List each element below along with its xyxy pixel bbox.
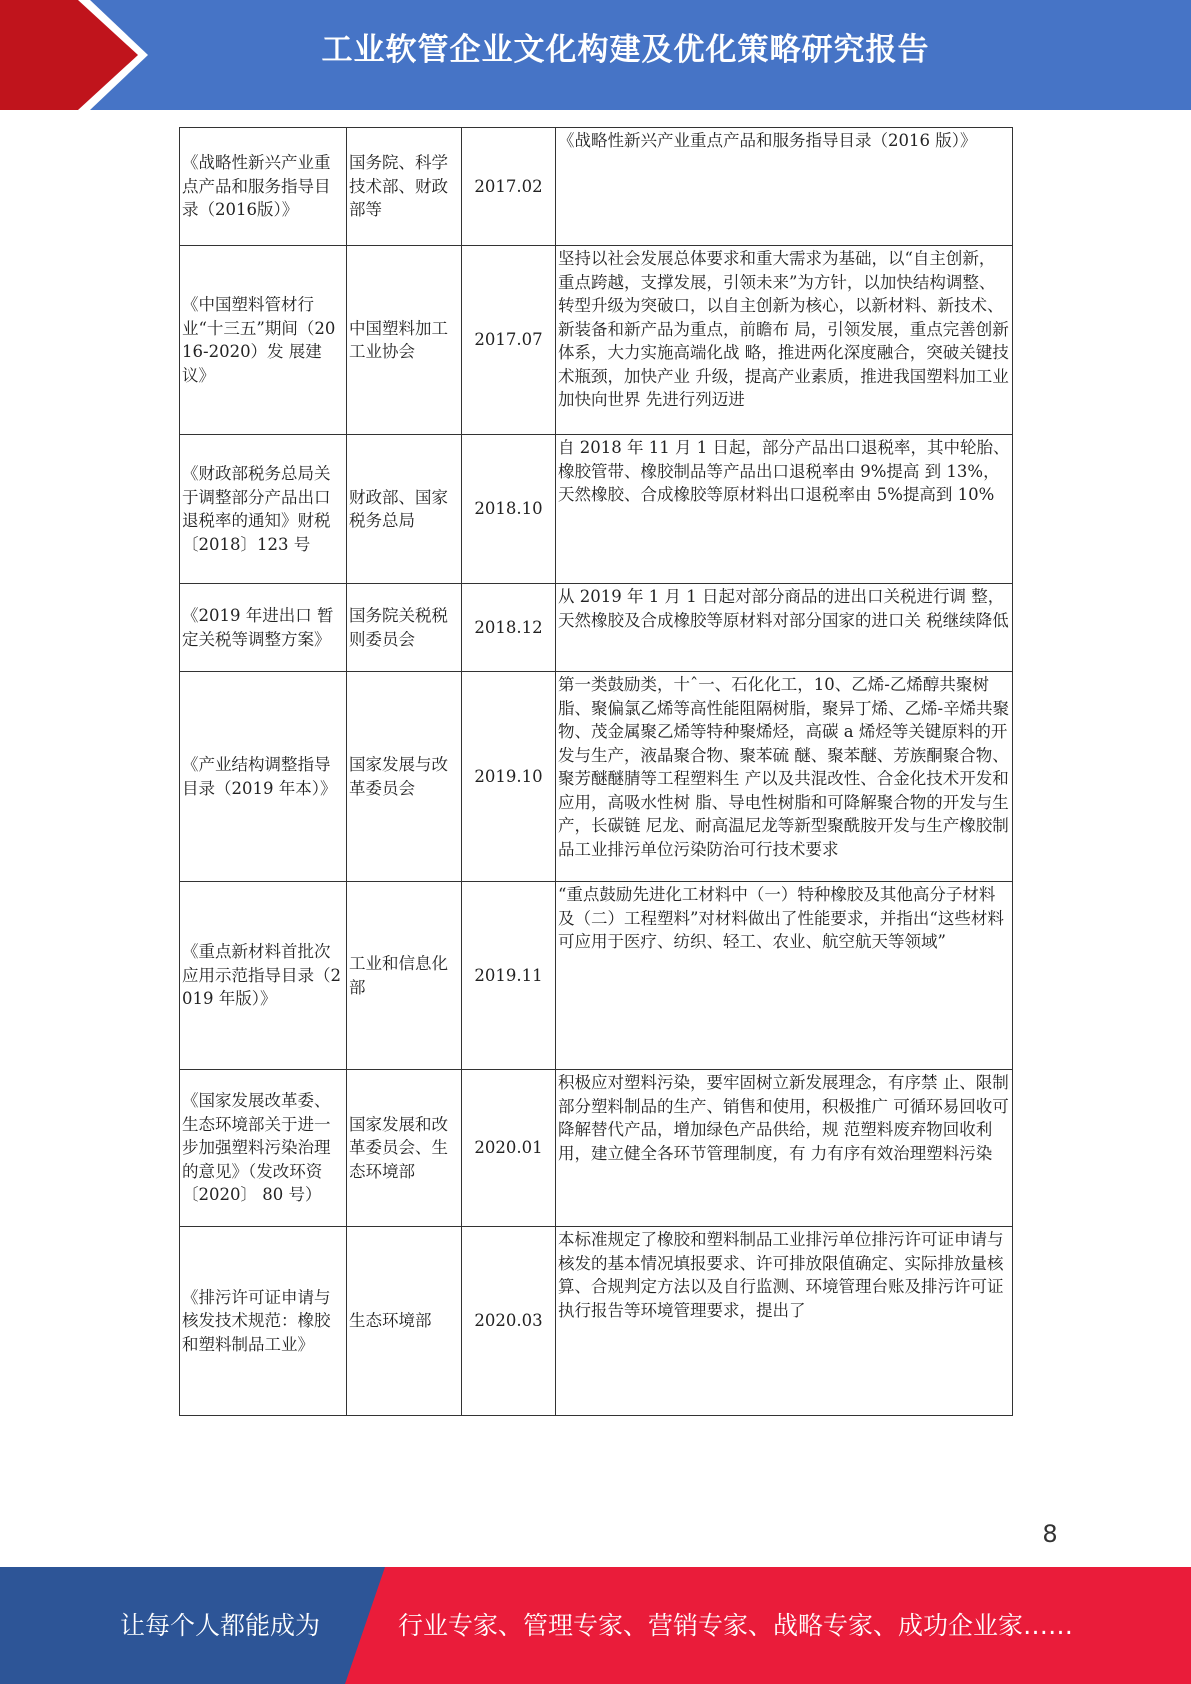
content-cell: 从 2019 年 1 月 1 日起对部分商品的进出口关税进行调 整，天然橡胶及合成橡胶等原材料对部分国家的进口关 税继续降低 [556,584,1013,672]
issuer-cell: 国务院关税税则委员会 [347,584,462,672]
issuer-cell: 国家发展和改革委员会、生态环境部 [347,1070,462,1227]
policy-name-cell: 《中国塑料管材行业“十三五”期间（2016-2020）发 展建议》 [180,246,347,435]
policy-name-cell: 《产业结构调整指导目录（2019 年本）》 [180,672,347,882]
page-footer [0,1567,1191,1684]
date-cell: 2018.10 [462,435,556,584]
date-cell: 2017.07 [462,246,556,435]
content-cell: 自 2018 年 11 月 1 日起，部分产品出口退税率，其中轮胎、橡胶管带、橡胶制品等产品出口退税率由 9%提高 到 13%，天然橡胶、合成橡胶等原材料出口退税率由 5%提高到 10% [556,435,1013,584]
page-number: 8 [1042,1520,1058,1548]
table-row [180,435,1013,584]
issuer-cell: 国家发展与改革委员会 [347,672,462,882]
footer-slogan-left: 让每个人都能成为 [120,1611,321,1640]
issuer-cell: 国务院、科学技术部、财政部等 [347,128,462,246]
content-cell: “重点鼓励先进化工材料中（一）特种橡胶及其他高分子材料及（二）工程塑料”对材料做出了性能要求，并指出“这些材料可应用于医疗、纺织、轻工、农业、航空航天等领域” [556,882,1013,1070]
table-row [180,584,1013,672]
date-cell: 2017.02 [462,128,556,246]
issuer-cell: 财政部、国家税务总局 [347,435,462,584]
content-cell: 坚持以社会发展总体要求和重大需求为基础，以“自主创新，重点跨越，支撑发展，引领未来”为方针，以加快结构调整、转型升级为突破口，以自主创新为核心，以新材料、新技术、新装备和新产品为重点，前瞻布 局，引领发展，重点完善创新体系，大力实施高端化战 略，推进两化深度融合，突破关键技术瓶颈，加快产业 升级，提高产业素质，推进我国塑料加工业加快向世界 先进行列迈进 [556,246,1013,435]
content-cell: 积极应对塑料污染，要牢固树立新发展理念，有序禁 止、限制部分塑料制品的生产、销售和使用，积极推广 可循环易回收可降解替代产品，增加绿色产品供给，规 范塑料废弃物回收利用，建立健全各环节管理制度，有 力有序有效治理塑料污染 [556,1070,1013,1227]
date-cell: 2018.12 [462,584,556,672]
issuer-cell: 中国塑料加工工业协会 [347,246,462,435]
issuer-cell: 工业和信息化部 [347,882,462,1070]
table-row [180,1227,1013,1416]
footer-slogan-right: 行业专家、管理专家、营销专家、战略专家、成功企业家…… [398,1611,1074,1640]
date-cell: 2019.10 [462,672,556,882]
policy-name-cell: 《2019 年进出口 暂定关税等调整方案》 [180,584,347,672]
policy-name-cell: 《战略性新兴产业重点产品和服务指导目录（2016版）》 [180,128,347,246]
content-cell: 第一类鼓励类，十ˆ一、石化化工，10、乙烯-乙烯醇共聚树脂、聚偏氯乙烯等高性能阻隔树脂，聚异丁烯、乙烯-辛烯共聚物、茂金属聚乙烯等特种聚烯烃，高碳 a 烯烃等关键原料的开发与生产，液晶聚合物、聚苯硫 醚、聚苯醚、芳族酮聚合物、聚芳醚醚腈等工程塑料生 产以及共混改性、合金化技术开发和应用，高吸水性树 脂、导电性树脂和可降解聚合物的开发与生产，长碳链 尼龙、耐高温尼龙等新型聚酰胺开发与生产橡胶制品工业排污单位污染防治可行技术要求 [556,672,1013,882]
issuer-cell: 生态环境部 [347,1227,462,1416]
date-cell: 2019.11 [462,882,556,1070]
policy-name-cell: 《排污许可证申请与核发技术规范：橡胶和塑料制品工业》 [180,1227,347,1416]
content-cell: 《战略性新兴产业重点产品和服务指导目录（2016 版）》 [556,128,1013,246]
document-title: 工业软管企业文化构建及优化策略研究报告 [321,32,930,68]
table-row [180,1070,1013,1227]
policy-table [179,127,1013,1416]
table-row [180,882,1013,1070]
policy-name-cell: 《国家发展改革委、生态环境部关于进一步加强塑料污染治理的意见》（发改环资〔2020〕 80 号） [180,1070,347,1227]
date-cell: 2020.01 [462,1070,556,1227]
table-row [180,128,1013,246]
page-header [0,0,1191,110]
policy-name-cell: 《财政部税务总局关于调整部分产品出口退税率的通知》财税〔2018〕123 号 [180,435,347,584]
policy-name-cell: 《重点新材料首批次应用示范指导目录（2019 年版）》 [180,882,347,1070]
table-row [180,246,1013,435]
table-row [180,672,1013,882]
date-cell: 2020.03 [462,1227,556,1416]
content-cell: 本标准规定了橡胶和塑料制品工业排污单位排污许可证申请与核发的基本情况填报要求、许可排放限值确定、实际排放量核算、合规判定方法以及自行监测、环境管理台账及排污许可证执行报告等环境管理要求，提出了 [556,1227,1013,1416]
